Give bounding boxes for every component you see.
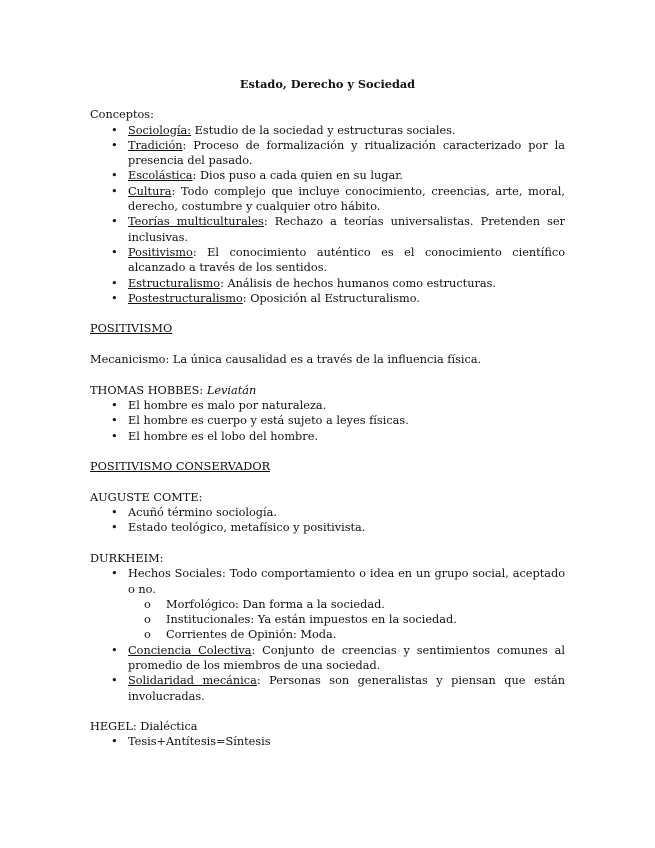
bullet-icon: • <box>111 245 118 259</box>
bullet-icon: • <box>111 521 118 535</box>
sublist-item-text: Corrientes de Opinión: Moda. <box>166 628 337 642</box>
hobbes-list <box>90 398 565 444</box>
concept-definition: : Personas son generalistas y piensan que están involucradas. <box>128 674 566 703</box>
document-title: Estado, Derecho y Sociedad <box>239 77 416 91</box>
list-item <box>90 566 565 642</box>
list-item-text: Estado teológico, metafísico y positivista. <box>128 521 366 535</box>
bullet-icon: • <box>111 184 118 198</box>
hobbes-work: Leviatán <box>206 383 257 397</box>
circle-bullet-icon: o <box>144 597 151 611</box>
bullet-icon: • <box>111 276 118 290</box>
bullet-icon: • <box>111 674 118 688</box>
bullet-icon: • <box>111 414 118 428</box>
document-content <box>90 77 565 750</box>
list-item-text: Acuñó término sociología. <box>128 506 277 520</box>
concept-term: Solidaridad mecánica <box>128 674 257 688</box>
bullet-icon: • <box>111 398 118 412</box>
list-item <box>90 505 565 520</box>
bullet-icon: • <box>111 169 118 183</box>
list-item-text: El hombre es el lobo del hombre. <box>128 429 318 443</box>
conceptos-heading: Conceptos: <box>90 108 154 122</box>
hobbes-heading <box>90 383 565 398</box>
concept-item <box>90 245 565 276</box>
concept-item <box>90 214 565 245</box>
list-item-text: El hombre es malo por naturaleza. <box>128 398 327 412</box>
list-item <box>90 398 565 413</box>
bullet-icon: • <box>111 215 118 229</box>
positivismo-heading: POSITIVISMO <box>90 322 173 336</box>
concept-item <box>90 168 565 183</box>
list-item <box>90 429 565 444</box>
hegel-list <box>90 734 565 749</box>
sublist-item <box>128 597 565 612</box>
bullet-icon: • <box>111 567 118 581</box>
concept-definition: : Conjunto de creencias y sentimientos comunes al promedio de los miembros de una sociedad. <box>128 643 565 672</box>
concept-definition: : Dios puso a cada quien en su lugar. <box>192 169 403 183</box>
bullet-icon: • <box>111 291 118 305</box>
list-item <box>90 673 565 704</box>
hechos-sublist <box>128 597 565 643</box>
concept-term: Teorías multiculturales <box>128 215 264 229</box>
concept-definition: : Análisis de hechos humanos como estructuras. <box>220 276 496 290</box>
concept-term: Estructuralismo <box>128 276 221 290</box>
concept-item <box>90 291 565 306</box>
concept-definition: : Rechazo a teorías universalistas. Pretenden ser inclusivas. <box>128 215 565 244</box>
durkheim-list <box>90 566 565 704</box>
mecanicismo-text: Mecanicismo: La única causalidad es a través de la influencia física. <box>90 353 482 367</box>
sublist-item <box>128 627 565 642</box>
list-item-text: El hombre es cuerpo y está sujeto a leyes físicas. <box>128 414 409 428</box>
concept-term: Escolástica <box>128 169 193 183</box>
list-item <box>90 643 565 674</box>
concept-term: Conciencia Colectiva <box>128 643 252 657</box>
concept-item <box>90 123 565 138</box>
comte-list <box>90 505 565 536</box>
list-item <box>90 520 565 535</box>
sublist-item <box>128 612 565 627</box>
sublist-item-text: Institucionales: Ya están impuestos en la sociedad. <box>166 613 457 627</box>
bullet-icon: • <box>111 138 118 152</box>
list-item-text: Tesis+Antítesis=Síntesis <box>128 735 271 749</box>
concept-definition: : Proceso de formalización y ritualización caracterizado por la presencia del pasado. <box>128 138 565 168</box>
concept-definition: : El conocimiento auténtico es el conocimiento científico alcanzado a través de los sentidos. <box>128 245 565 275</box>
concept-term: Postestructuralismo <box>128 291 243 305</box>
bullet-icon: • <box>111 506 118 520</box>
durkheim-heading: DURKHEIM: <box>90 551 164 565</box>
concept-item <box>90 184 565 215</box>
bullet-icon: • <box>111 123 118 137</box>
positivismo-conservador-heading: POSITIVISMO CONSERVADOR <box>90 460 271 474</box>
circle-bullet-icon: o <box>144 613 151 627</box>
list-item <box>90 734 565 749</box>
concept-definition: : Todo complejo que incluye conocimiento, creencias, arte, moral, derecho, costumbre y cualquier otro hábito. <box>128 184 565 214</box>
bullet-icon: • <box>111 429 118 443</box>
bullet-icon: • <box>111 735 118 749</box>
concept-definition: Estudio de la sociedad y estructuras sociales. <box>191 123 456 137</box>
conceptos-list <box>90 123 565 307</box>
hobbes-name: THOMAS HOBBES: <box>90 383 207 397</box>
sublist-item-text: Morfológico: Dan forma a la sociedad. <box>166 597 385 611</box>
hegel-heading: HEGEL: Dialéctica <box>90 720 198 734</box>
concept-term: Tradición <box>128 138 183 152</box>
concept-term: Positivismo <box>128 245 193 259</box>
comte-heading: AUGUSTE COMTE: <box>90 490 203 504</box>
concept-item <box>90 276 565 291</box>
bullet-icon: • <box>111 643 118 657</box>
concept-definition: : Oposición al Estructuralismo. <box>242 291 420 305</box>
list-item <box>90 413 565 428</box>
hechos-sociales-text: Hechos Sociales: Todo comportamiento o idea en un grupo social, aceptado o no. <box>128 567 565 596</box>
circle-bullet-icon: o <box>144 628 151 642</box>
concept-term: Sociología: <box>128 123 192 137</box>
concept-term: Cultura <box>128 184 172 198</box>
concept-item <box>90 138 565 169</box>
